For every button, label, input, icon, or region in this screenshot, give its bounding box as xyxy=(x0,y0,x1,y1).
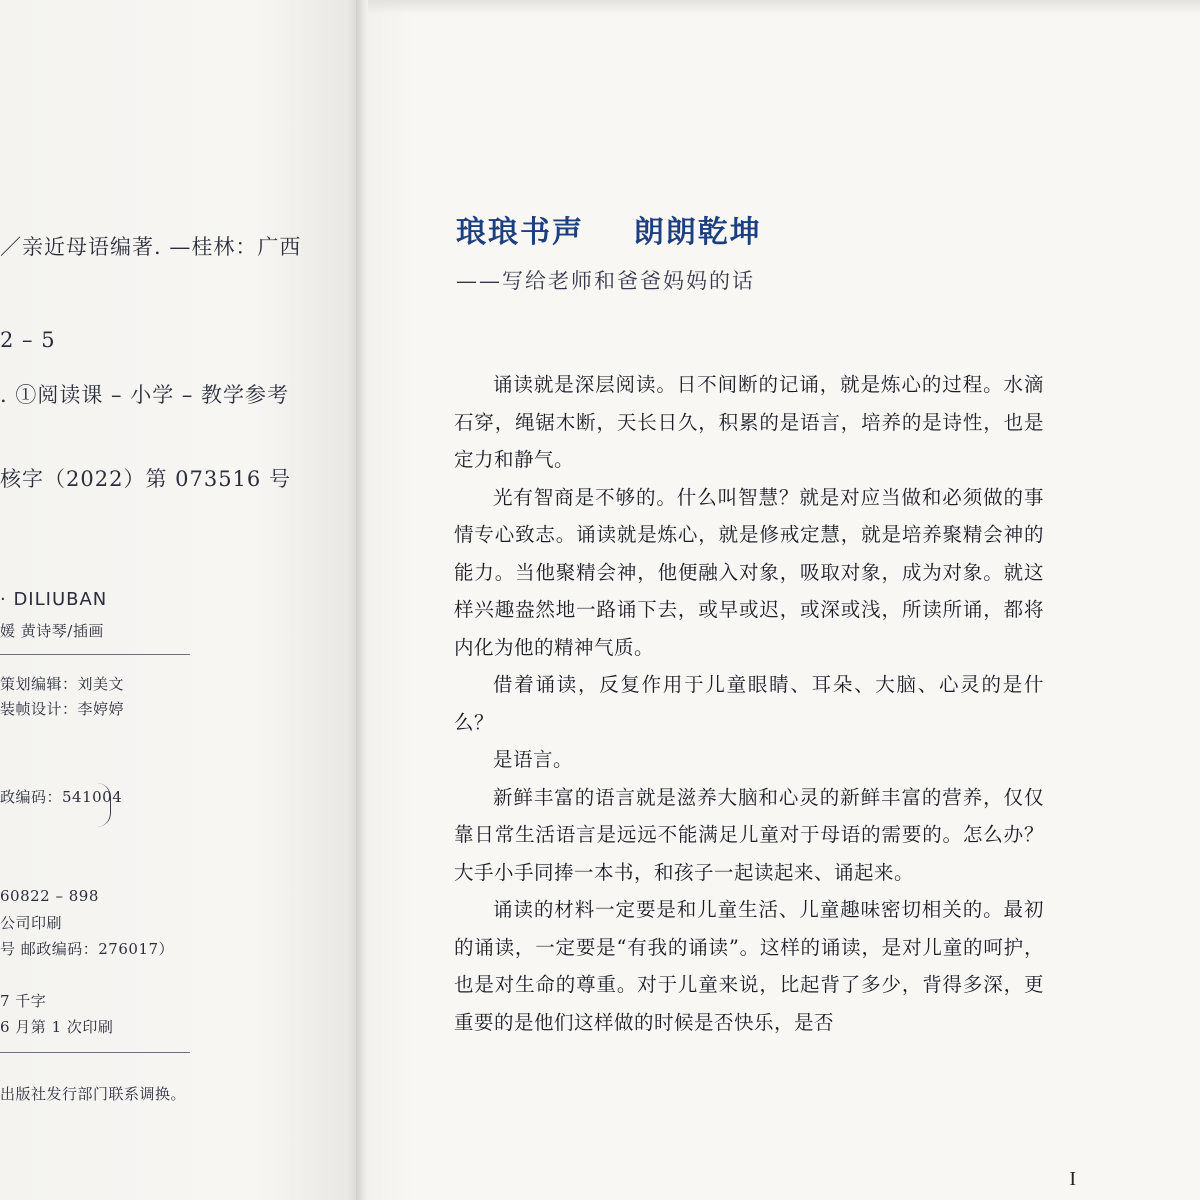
print-edition: 6 月第 1 次印刷 xyxy=(0,1018,114,1036)
paragraph: 新鲜丰富的语言就是滋养大脑和心灵的新鲜丰富的营养，仅仅靠日常生活语言是远远不能满足儿童对于母语的需要的。怎么办？大手小手同捧一本书，和孩子一起读起来、诵起来。 xyxy=(454,785,1044,884)
cip-line-subject: . ①阅读课 – 小学 – 教学参考 xyxy=(0,383,290,407)
cip-line-author: ／亲近母语编著. —桂林：广西 xyxy=(0,235,302,259)
word-count: 7 千字 xyxy=(0,992,47,1010)
divider-2 xyxy=(0,1052,190,1053)
bracket-mark xyxy=(96,783,111,827)
printer-address: 号 邮政编码：276017） xyxy=(0,940,175,958)
title-block xyxy=(456,207,762,295)
page-top-shadow xyxy=(368,0,1200,14)
paragraph: 诵读就是深层阅读。日不间断的记诵，就是炼心的过程。水滴石穿，绳锯木断，天长日久，积累的是语言，培养的是诗性，也是定力和静气。 xyxy=(454,373,1044,471)
divider-1 xyxy=(0,654,190,655)
page-number: I xyxy=(1069,1168,1076,1190)
preface-subtitle: ——写给老师和爸爸妈妈的话 xyxy=(456,269,755,293)
cip-line-record: 核字（2022）第 073516 号 xyxy=(0,467,291,491)
illustrator-line: 媛 黄诗琴/插画 xyxy=(0,622,104,640)
pinyin-title: · DILIUBAN xyxy=(0,589,108,610)
right-page-preface xyxy=(368,0,1200,1200)
paragraph: 借着诵读，反复作用于儿童眼睛、耳朵、大脑、心灵的是什么？ xyxy=(454,673,1044,734)
phone-line: 60822 – 898 xyxy=(0,887,99,905)
cip-line-isbn: 2 – 5 xyxy=(0,328,56,352)
paragraph: 诵读的材料一定要是和儿童生活、儿童趣味密切相关的。最初的诵读，一定要是“有我的诵读”。这样的诵读，是对儿童的呵护，也是对生命的尊重。对于儿童来说，比起背了多少，背得多深，更重要的是他们这样做的时候是否快乐，是否 xyxy=(454,898,1044,1034)
paragraph: 是语言。 xyxy=(493,748,574,771)
preface-body xyxy=(454,366,1044,1041)
planning-editor: 策划编辑：刘美文 xyxy=(0,675,125,693)
left-page-copyright xyxy=(0,0,362,1200)
publisher-postcode: 政编码：541004 xyxy=(0,788,123,806)
printer-line: 公司印刷 xyxy=(0,914,63,932)
preface-title: 琅琅书声 朗朗乾坤 xyxy=(456,215,762,250)
exchange-notice: 出版社发行部门联系调换。 xyxy=(0,1085,187,1103)
design-credit: 装帧设计：李婷婷 xyxy=(0,700,125,718)
paragraph: 光有智商是不够的。什么叫智慧？就是对应当做和必须做的事情专心致志。诵读就是炼心，就是修戒定慧，就是培养聚精会神的能力。当他聚精会神，他便融入对象，吸取对象，成为对象。就这样兴趣盎然地一路诵下去，或早或迟，或深或浅，所读所诵，都将内化为他的精神气质。 xyxy=(454,485,1044,659)
